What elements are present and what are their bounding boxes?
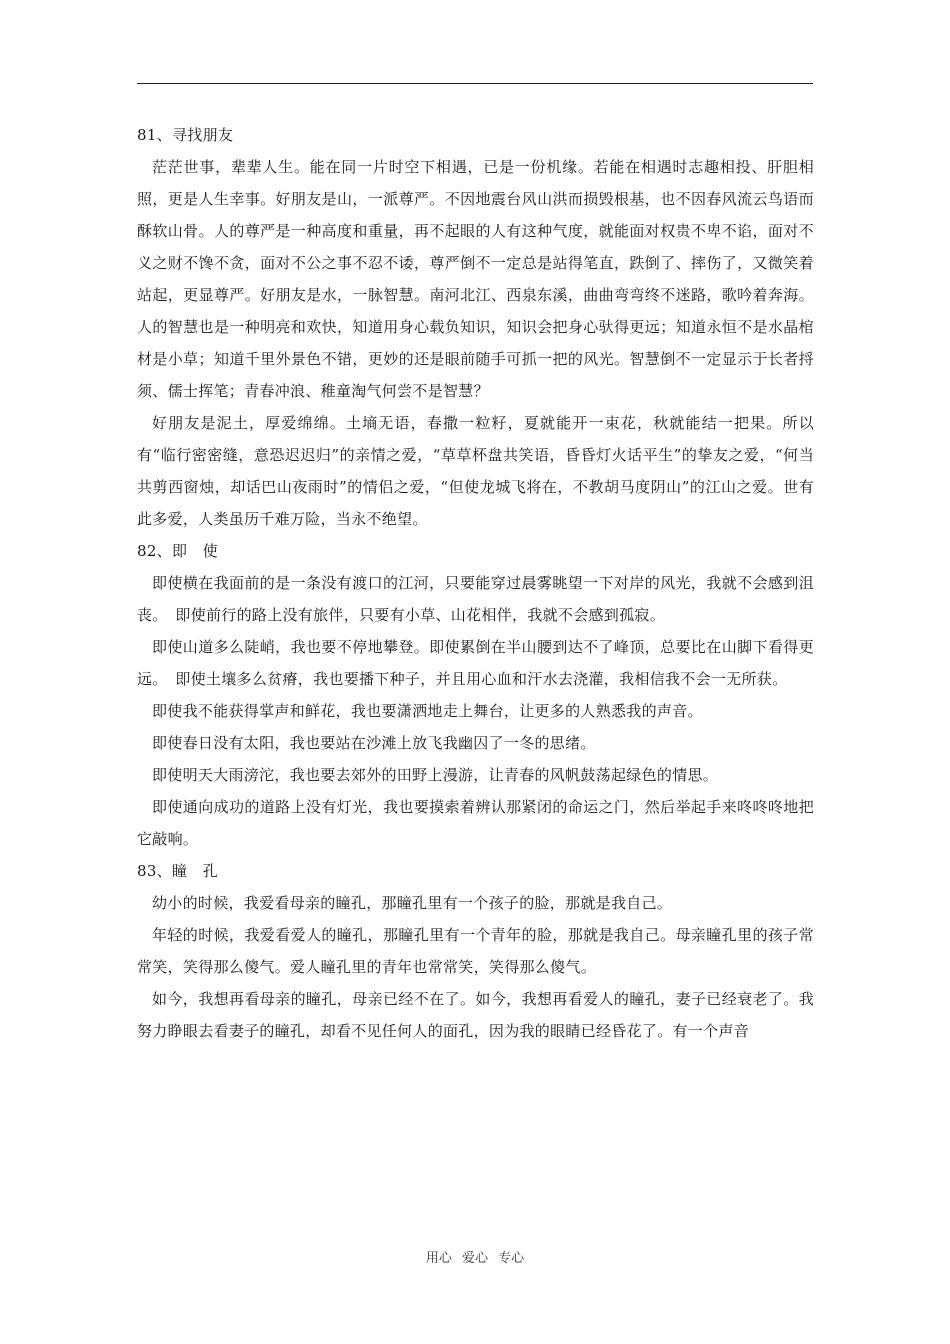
paragraph: 即使我不能获得掌声和鲜花，我也要潇洒地走上舞台，让更多的人熟悉我的声音。 <box>152 702 703 720</box>
paragraph: 即使春日没有太阳，我也要站在沙滩上放飞我幽囚了一冬的思绪。 <box>152 734 596 752</box>
paragraph: 好朋友是泥土，厚爱绵绵。土墒无语，春撒一粒籽，夏就能开一束花，秋就能结一把果。所以有“临行密密缝，意恐迟迟归”的亲情之爱，“草草杯盘共笑语，昏昏灯火话平生”的挚友之爱，“何当共剪西窗烛，却话巴山夜雨时”的情侣之爱，“但使龙城飞将在，不教胡马度阴山”的江山之爱。世有此多爱，人类虽历千难万险，当永不绝望。 <box>137 414 814 528</box>
paragraph: 即使通向成功的道路上没有灯光，我也要摸索着辨认那紧闭的命运之门，然后举起手来咚咚咚地把它敲响。 <box>137 798 814 848</box>
paragraph: 年轻的时候，我爱看爱人的瞳孔，那瞳孔里有一个青年的脸，那就是我自己。母亲瞳孔里的孩子常常笑，笑得那么傻气。爱人瞳孔里的青年也常常笑，笑得那么傻气。 <box>137 926 814 976</box>
section-heading: 81、寻找朋友 <box>137 126 234 144</box>
paragraph: 即使横在我面前的是一条没有渡口的江河，只要能穿过晨雾眺望一下对岸的风光，我就不会感到沮丧。 即使前行的路上没有旅伴，只要有小草、山花相伴，我就不会感到孤寂。 <box>137 574 814 624</box>
section-heading: 83、瞳 孔 <box>137 862 218 880</box>
document-body <box>137 119 814 1047</box>
paragraph: 即使山道多么陡峭，我也要不停地攀登。即使累倒在半山腰到达不了峰顶，总要比在山脚下看得更远。 即使土壤多么贫瘠，我也要播下种子，并且用心血和汗水去浇灌，我相信我不会一无所获。 <box>137 638 814 688</box>
paragraph: 幼小的时候，我爱看母亲的瞳孔，那瞳孔里有一个孩子的脸，那就是我自己。 <box>152 894 673 912</box>
paragraph: 茫茫世事，辈辈人生。能在同一片时空下相遇，已是一份机缘。若能在相遇时志趣相投、肝胆相照，更是人生幸事。好朋友是山，一派尊严。不因地震台风山洪而损毁根基，也不因春风流云鸟语而酥软山骨。人的尊严是一种高度和重量，再不起眼的人有这种气度，就能面对权贵不卑不谄，面对不义之财不馋不贪，面对不公之事不忍不诿，尊严倒不一定总是站得笔直，跌倒了、摔伤了，又微笑着站起，更显尊严。好朋友是水，一脉智慧。南河北江、西泉东溪，曲曲弯弯终不迷路，歌吟着奔海。人的智慧也是一种明亮和欢快，知道用身心载负知识，知识会把身心驮得更远；知道永恒不是水晶棺材是小草；知道千里外景色不错，更妙的还是眼前随手可抓一把的风光。智慧倒不一定显示于长者捋须、儒士挥笔；青春冲浪、稚童淘气何尝不是智慧？ <box>137 158 814 400</box>
paragraph: 即使明天大雨滂沱，我也要去郊外的田野上漫游，让青春的风帆鼓荡起绿色的情思。 <box>152 766 719 784</box>
header-rule <box>137 83 813 84</box>
page-footer: 用心 爱心 专心 <box>425 1251 525 1266</box>
section-heading: 82、即 使 <box>137 542 218 560</box>
paragraph: 如今，我想再看母亲的瞳孔，母亲已经不在了。如今，我想再看爱人的瞳孔，妻子已经衰老了。我努力睁眼去看妻子的瞳孔，却看不见任何人的面孔，因为我的眼睛已经昏花了。有一个声音 <box>137 990 814 1040</box>
